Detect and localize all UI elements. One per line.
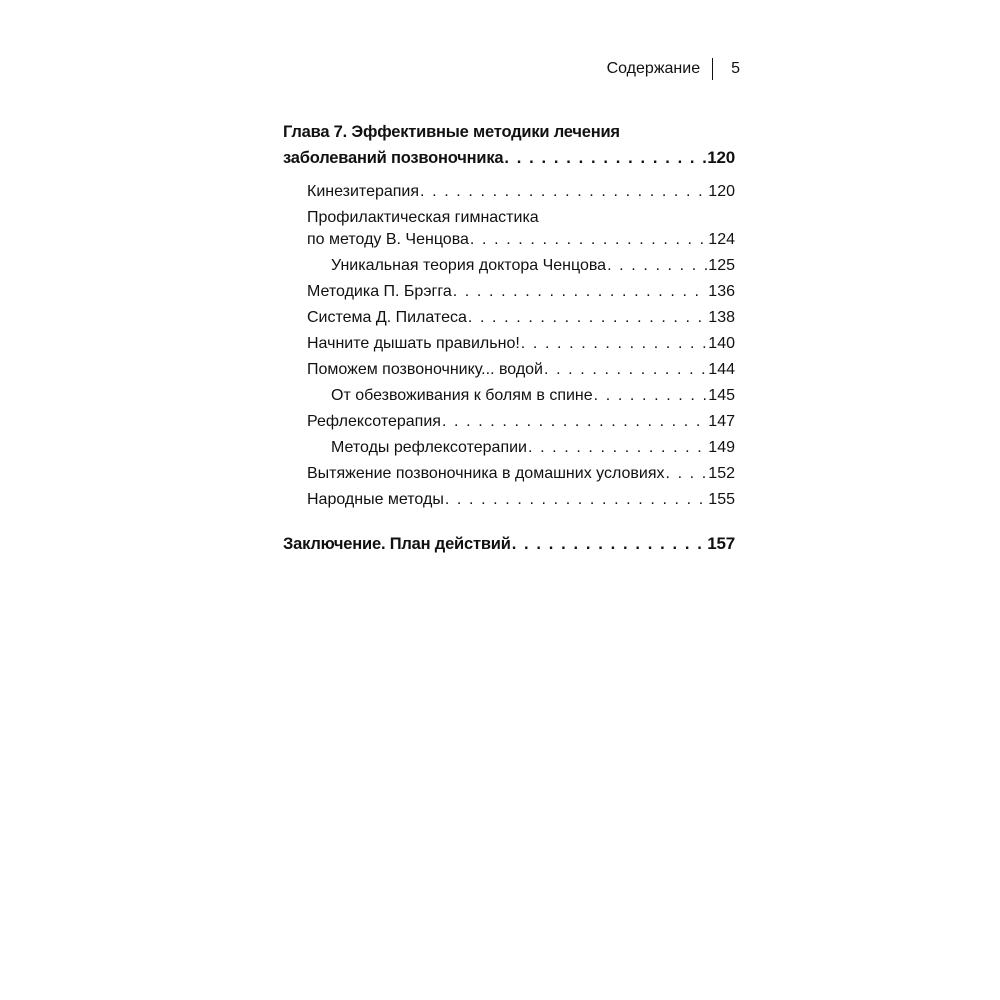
header-divider (712, 58, 713, 80)
toc-entry-page: 120 (708, 183, 735, 200)
toc-entry-chentsov-gymnastics[interactable] (283, 207, 735, 251)
toc-leader-dots (504, 146, 706, 171)
toc-leader-dots (445, 489, 707, 511)
toc-entry-label: Система Д. Пилатеса (307, 309, 467, 326)
toc-entry-page: 144 (708, 361, 735, 378)
toc-leader-dots (521, 333, 708, 355)
toc-conclusion-page: 157 (707, 534, 735, 553)
toc-leader-dots (594, 385, 708, 407)
toc-entry-label: Начните дышать правильно! (307, 335, 520, 352)
toc-entry-page: 124 (708, 231, 735, 248)
toc-leader-dots (453, 281, 708, 303)
toc-entry-kinesitherapy[interactable] (283, 181, 735, 203)
toc-entry-page: 136 (708, 283, 735, 300)
running-header-section: Содержание (606, 60, 701, 77)
toc-entry-pilates-system[interactable] (283, 307, 735, 329)
toc-entry-home-traction[interactable] (283, 463, 735, 485)
toc-chapter-7[interactable] (283, 120, 735, 171)
toc-entry-label: Кинезитерапия (307, 183, 420, 200)
toc-entry-water[interactable] (283, 359, 735, 381)
toc-entry-folk-methods[interactable] (283, 489, 735, 511)
toc-entry-breathing[interactable] (283, 333, 735, 355)
toc-leader-dots (468, 307, 707, 329)
toc-leader-dots (512, 532, 707, 557)
toc-entry-label: Вытяжение позвоночника в домашних условиях (307, 465, 665, 482)
toc-entry-page: 145 (708, 387, 735, 404)
toc-entry-label: Методы рефлексотерапии (331, 439, 527, 456)
toc-entry-label: Рефлексотерапия (307, 413, 441, 430)
toc-entry-page: 140 (708, 335, 735, 352)
toc-conclusion[interactable] (283, 531, 735, 557)
toc-leader-dots (665, 463, 707, 485)
toc-leader-dots (544, 359, 707, 381)
toc-leader-dots (528, 437, 707, 459)
toc-entry-page: 149 (708, 439, 735, 456)
toc-leader-dots (470, 229, 707, 251)
toc-entry-label-line1: Профилактическая гимнастика (307, 209, 539, 226)
toc-entry-label: Поможем позвоночнику... водой (307, 361, 543, 378)
toc-entry-page: 155 (708, 491, 735, 508)
toc-entry-dehydration[interactable] (283, 385, 735, 407)
toc-entry-label: Уникальная теория доктора Ченцова (331, 257, 607, 274)
toc-leader-dots (420, 181, 707, 203)
toc-entry-page: 125 (708, 257, 735, 274)
toc-chapter-7-title-line1: Глава 7. Эффективные методики лечения (283, 123, 620, 141)
toc-entry-page: 147 (708, 413, 735, 430)
toc-chapter-7-page: 120 (707, 148, 735, 167)
toc-entry-label: От обезвоживания к болям в спине (331, 387, 593, 404)
table-of-contents (283, 120, 735, 557)
toc-leader-dots (442, 411, 707, 433)
toc-entry-chentsov-theory[interactable] (283, 255, 735, 277)
running-header (560, 56, 740, 82)
toc-entry-reflexotherapy[interactable] (283, 411, 735, 433)
toc-entry-bragg-method[interactable] (283, 281, 735, 303)
toc-entry-page: 138 (708, 309, 735, 326)
toc-leader-dots (607, 255, 707, 277)
toc-chapter-7-title-line2: заболеваний позвоночника (283, 149, 504, 167)
toc-entry-label: Методика П. Брэгга (307, 283, 452, 300)
toc-entry-label: Народные методы (307, 491, 444, 508)
toc-conclusion-title: Заключение. План действий (283, 535, 511, 553)
running-header-page-number: 5 (731, 60, 740, 77)
toc-entry-label-line2: по методу В. Ченцова (307, 231, 469, 248)
toc-entry-reflexotherapy-methods[interactable] (283, 437, 735, 459)
toc-entry-page: 152 (708, 465, 735, 482)
